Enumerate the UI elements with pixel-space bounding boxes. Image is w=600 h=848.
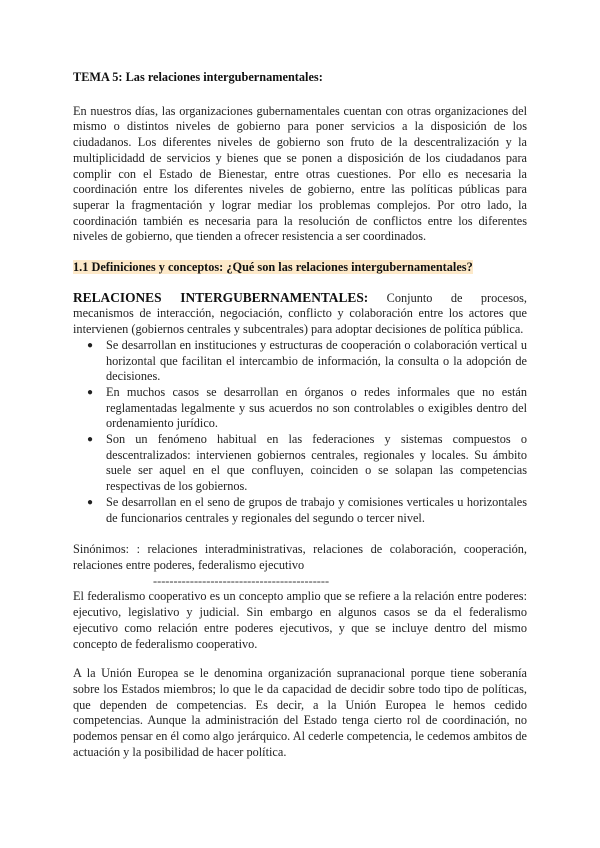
document-title: TEMA 5: Las relaciones intergubernamentales: <box>73 70 323 84</box>
definition-term: RELACIONES INTERGUBERNAMENTALES: <box>73 289 369 305</box>
federalismo-paragraph: El federalismo cooperativo es un concepto amplio que se refiere a la relación entre poderes: ejecutivo, legislativo y judicial. Sin embargo en algunos casos se da el federalismo ejecutivo como relación entre poderes ejecutivos, y que se incluye dentro del mismo concepto de federalismo cooperativo. <box>73 589 527 651</box>
bullet-text: Son un fenómeno habitual en las federaciones y sistemas compuestos o descentralizados: intervienen gobiernos centrales, regionales y locales. Su ámbito suele ser aquel en el que confluyen, coinciden o se solapan las competencias respectivas de los gobiernos. <box>106 432 527 494</box>
intro-paragraph: En nuestros días, las organizaciones gubernamentales cuentan con otras organizaciones del mismo o distintos niveles de gobierno para poner servicios a la disposición de los ciudadanos. Los diferentes niveles de gobierno son fruto de la descentralización y la multiplicidadd de servicios y bienes que se ponen a disposición de los ciudadanos para complir con el Estado de Bienestar, entre otras cuestiones. Por ello es necesaria la coordinación entre los diferentes niveles de gobierno, entre las políticas públicas para superar la fragmentación y lograr mediar los problemas complejos. Por otro lado, la coordinación también es necesaria para la resolución de conflictos entre los diferentes niveles de gobierno, que tienden a ofrecer resistencia a ser coordinados. <box>73 103 527 244</box>
bullet-icon: ● <box>87 339 94 351</box>
bullet-icon: ● <box>87 496 94 508</box>
bullet-item <box>87 384 527 432</box>
bullet-text: En muchos casos se desarrollan en órganos o redes informales que no están reglamentadas legalmente y sus acuerdos no son controlables o exigibles dentro del ordenamiento jurídico. <box>106 384 527 431</box>
bullet-text: Se desarrollan en el seno de grupos de trabajo y comisiones verticales u horizontales de funcionarios centrales y regionales del segundo o tercer nivel. <box>106 494 527 525</box>
bullet-item <box>87 432 527 495</box>
definition-paragraph <box>73 290 527 338</box>
bullet-icon: ● <box>87 434 94 446</box>
bullet-text: Se desarrollan en instituciones y estructuras de cooperación o colaboración vertical u horizontal que facilitan el intercambio de información, la consulta o la adopción de decisiones. <box>106 337 527 384</box>
divider-line: ------------------------------------------- <box>153 573 330 588</box>
section-heading <box>73 260 527 276</box>
union-europea-paragraph: A la Unión Europea se le denomina organización supranacional porque tiene soberanía sobre los Estados miembros; lo que le da capacidad de decidir sobre todo tipo de políticas, que dependen de competencias. Es decir, a la Unión Europea le hemos cedido competencias. Aunque la administración del Estado tenga cierto rol de coordinación, no podemos pensar en él como algo jerárquico. Al cederle competencia, le cedemos ambitos de actuación y la posibilidad de hacer política. <box>73 666 527 759</box>
section-heading-highlight: 1.1 Definiciones y conceptos: ¿Qué son las relaciones intergubernamentales? <box>73 260 473 275</box>
synonyms-paragraph: Sinónimos: : relaciones interadministrativas, relaciones de colaboración, cooperación, relaciones entre poderes, federalismo ejecutivo <box>73 542 527 572</box>
bullet-list <box>73 338 527 526</box>
document-page <box>73 70 527 760</box>
bullet-item <box>87 337 527 385</box>
bullet-item <box>87 494 527 526</box>
bullet-icon: ● <box>87 386 94 398</box>
definition-text: Conjunto de procesos, mecanismos de interacción, negociación, conflicto y colaboración entre los actores que intervienen (gobiernos centrales y subcentrales) para adoptar decisiones de política pública. <box>73 290 528 337</box>
